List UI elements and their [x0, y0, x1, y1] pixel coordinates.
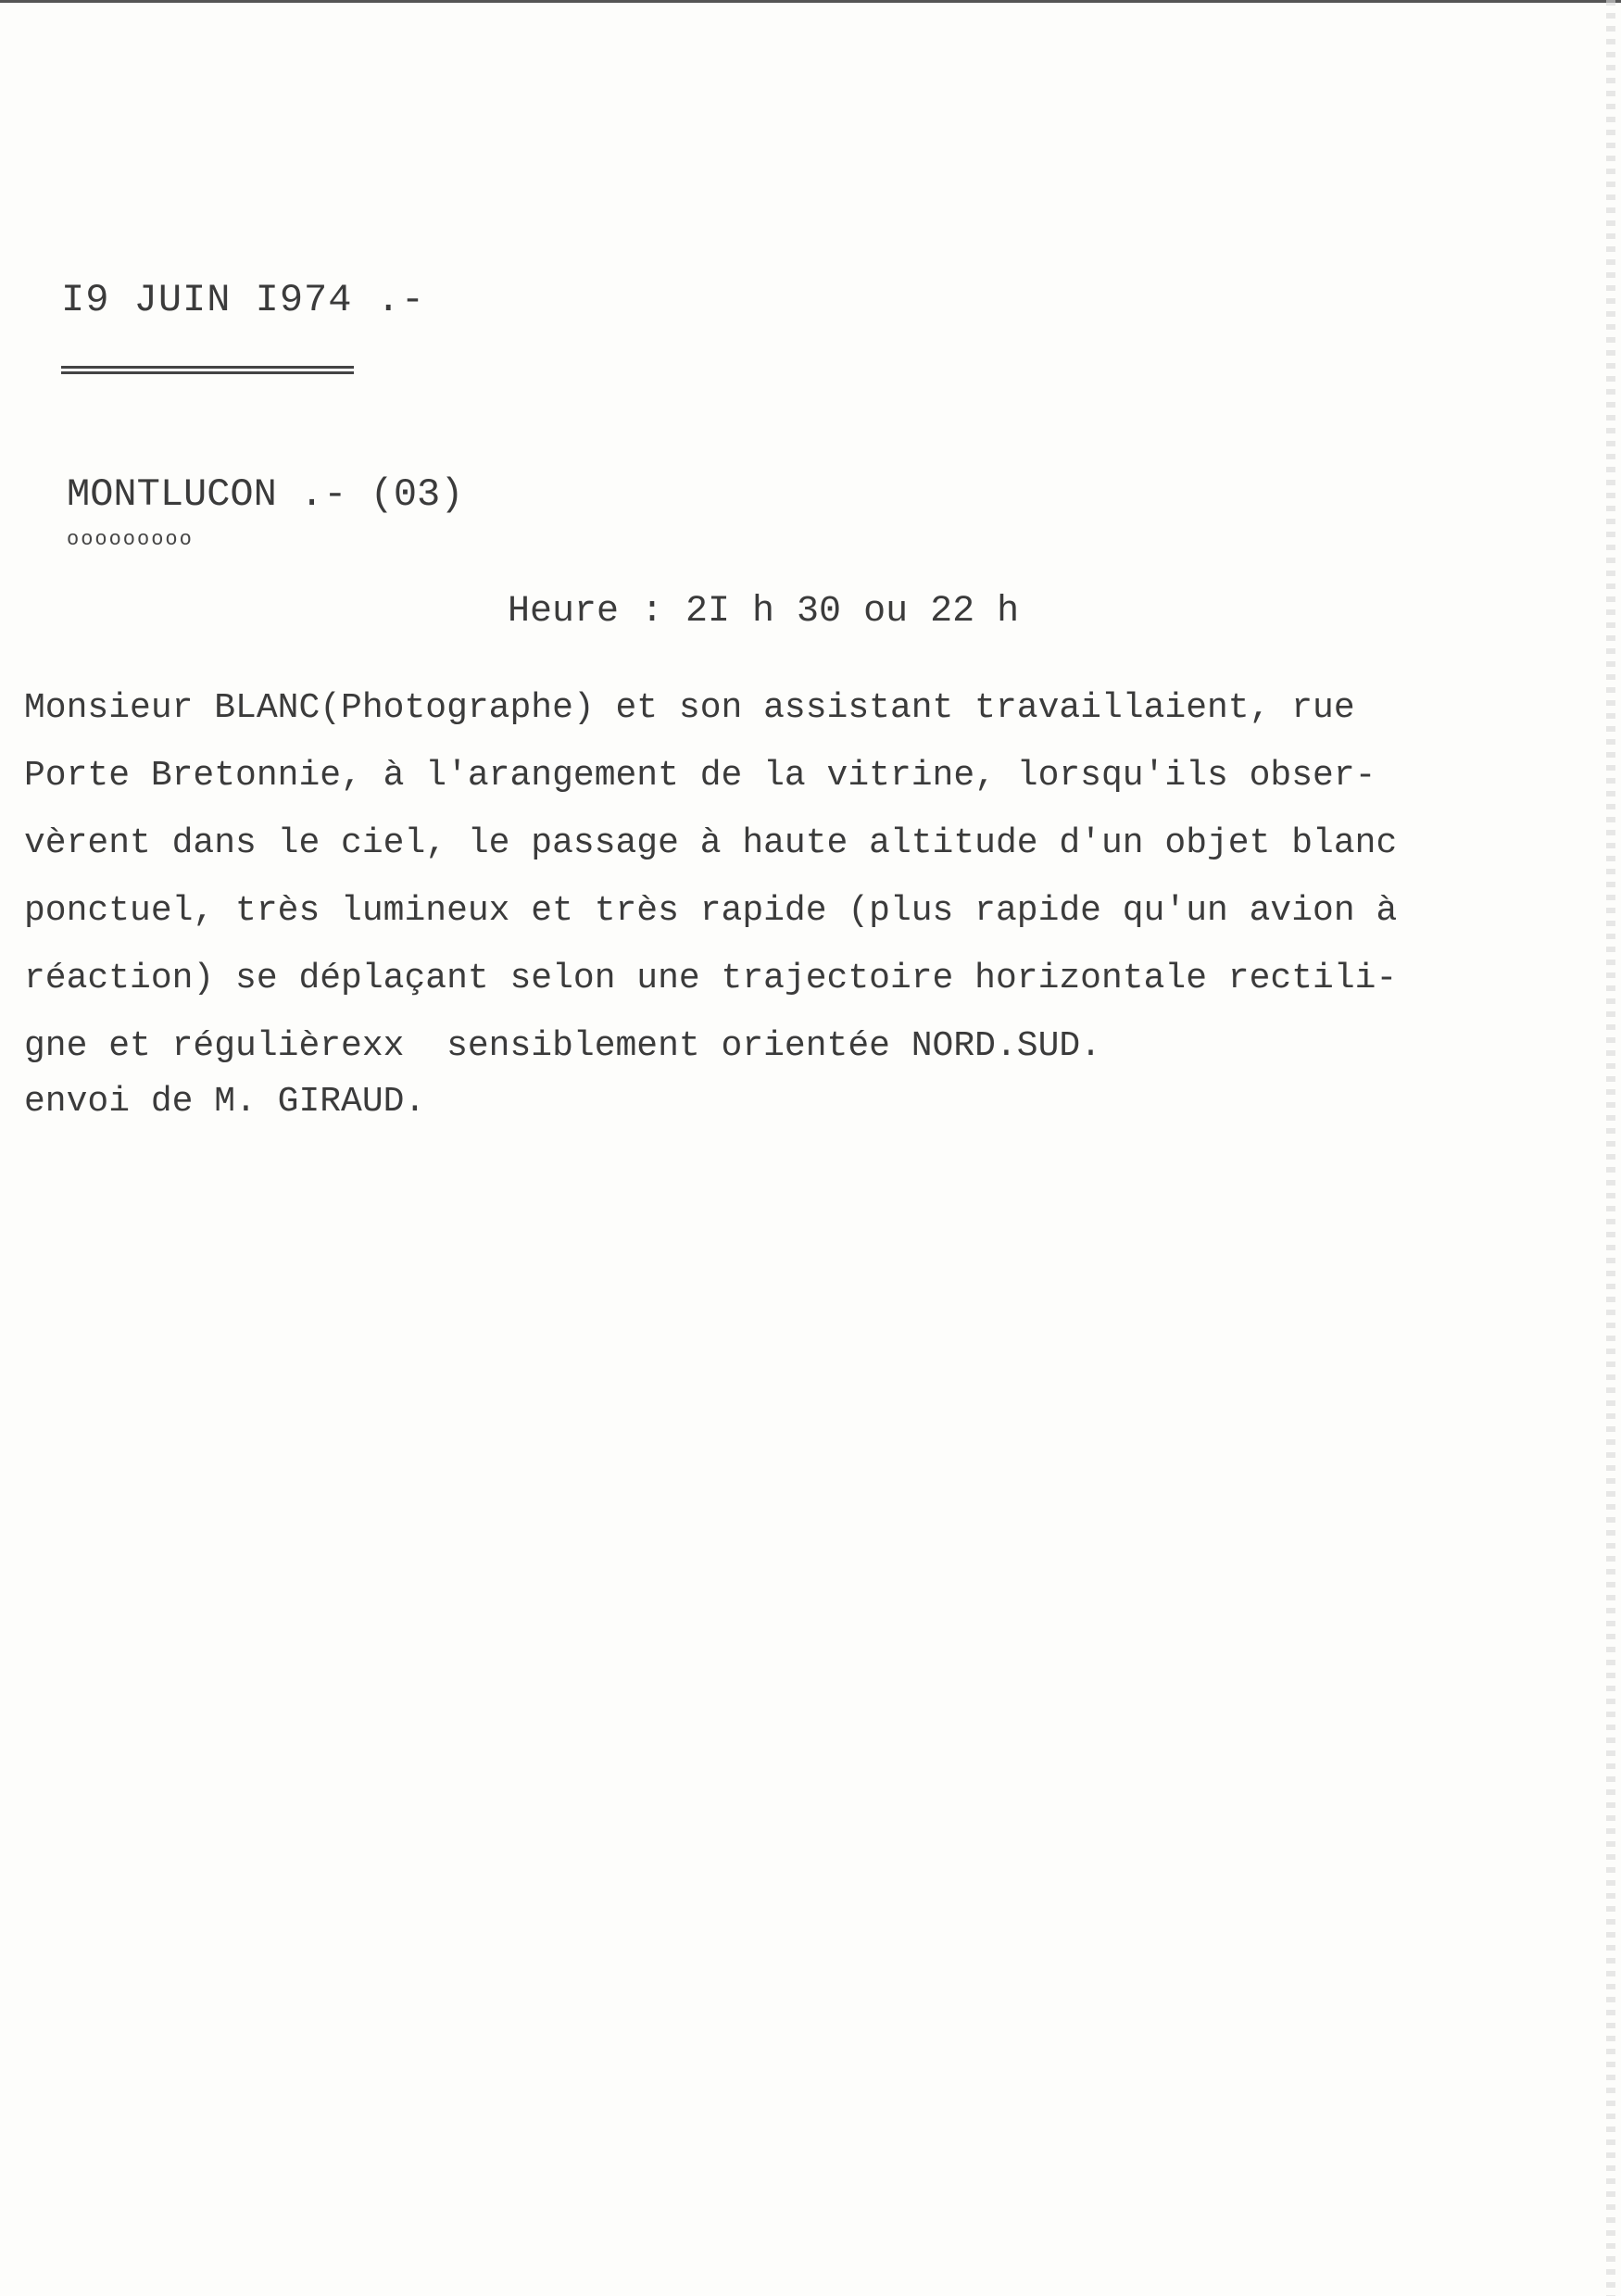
location-underline: ooooooooo	[67, 528, 194, 551]
scan-edge-marks	[1606, 0, 1615, 2296]
body-line: réaction) se déplaçant selon une trajectoire horizontale rectili-	[24, 959, 1398, 998]
report-sender: envoi de M. GIRAUD.	[24, 1082, 426, 1122]
report-time: Heure : 2I h 30 ou 22 h	[508, 591, 1020, 633]
date-double-underline	[61, 366, 354, 374]
report-date: I9 JUIN I974 .-	[61, 278, 426, 322]
report-location: MONTLUCON .- (03)	[67, 472, 464, 517]
body-line: vèrent dans le ciel, le passage à haute altitude d'un objet blanc	[24, 823, 1398, 863]
top-border-line	[0, 0, 1621, 3]
body-line: Monsieur BLANC(Photographe) et son assistant travaillaient, rue	[24, 688, 1355, 728]
report-body	[24, 674, 1543, 1080]
body-line: gne et régulièrexx sensiblement orientée NORD.SUD.	[24, 1026, 1101, 1066]
body-line: Porte Bretonnie, à l'arangement de la vitrine, lorsqu'ils obser-	[24, 756, 1376, 796]
body-line: ponctuel, très lumineux et très rapide (plus rapide qu'un avion à	[24, 891, 1398, 931]
